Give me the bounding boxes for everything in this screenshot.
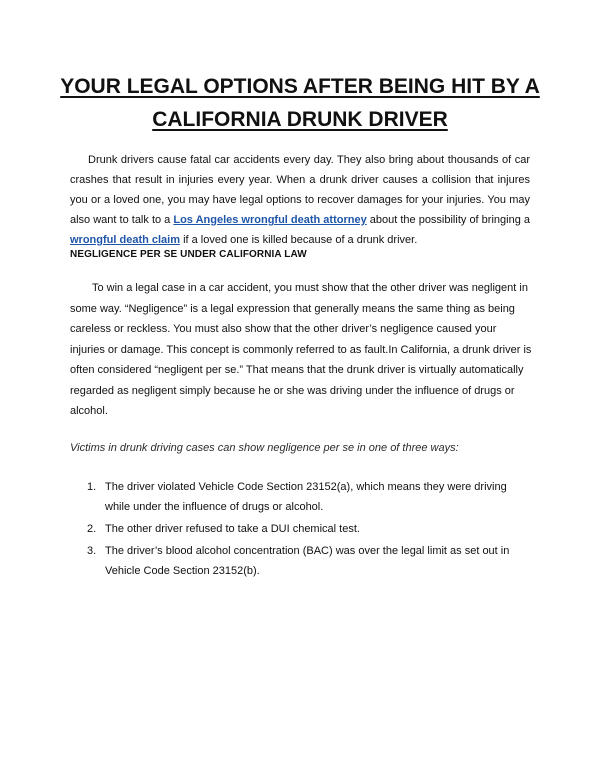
los-angeles-wrongful-death-attorney-link[interactable]: Los Angeles wrongful death attorney	[173, 214, 367, 226]
body-paragraph-text: To win a legal case in a car accident, you must show that the other driver was negligent in some way. “Negligence” is a legal expression that generally means the same thing as being careless or reckless. You must also show that the other driver’s negligence caused your injuries or damage. This concept is commonly referred to as fault.In California, a drunk driver is often considered “negligent per se.” That means that the drunk driver is virtually automatically regarded as negligent simply because he or she was driving under the influence of drugs or alcohol.	[70, 282, 532, 417]
numbered-list	[70, 477, 532, 583]
title-line-2: CALIFORNIA DRUNK DRIVER	[152, 108, 448, 131]
list-item-text: The driver violated Vehicle Code Section 23152(a), which means they were driving while under the influence of drugs or alcohol.	[105, 481, 507, 513]
list-item-text: The driver’s blood alcohol concentration (BAC) was over the legal limit as set out in Vehicle Code Section 23152(b).	[105, 545, 510, 577]
wrongful-death-claim-link[interactable]: wrongful death claim	[70, 234, 181, 246]
list-item	[70, 541, 532, 581]
intro-paragraph	[70, 150, 530, 250]
page-title	[60, 70, 540, 136]
list-item-text: The other driver refused to take a DUI chemical test.	[105, 523, 360, 535]
intro-text-middle: about the possibility of bringing a	[366, 214, 530, 226]
intro-text-start: Drunk drivers cause fatal car accidents every day. They also bring about thousands of car crashes that result in injuries every year. When a drunk driver causes a collision that injures you or a loved one, you may have legal options to recover damages for your injuries. You may also want to talk to a	[70, 154, 530, 226]
list-item	[70, 477, 532, 517]
italic-note: Victims in drunk driving cases can show negligence per se in one of three ways:	[70, 442, 459, 454]
list-item-number: 3.	[87, 545, 97, 557]
list-item-number: 2.	[87, 523, 97, 535]
list-item-number: 1.	[87, 481, 97, 493]
intro-text-end: if a loved one is killed because of a drunk driver.	[180, 234, 418, 246]
section-heading: NEGLIGENCE PER SE UNDER CALIFORNIA LAW	[70, 249, 307, 260]
title-line-1: YOUR LEGAL OPTIONS AFTER BEING HIT BY A	[60, 75, 540, 98]
body-paragraph	[70, 278, 532, 422]
list-item	[70, 519, 532, 539]
